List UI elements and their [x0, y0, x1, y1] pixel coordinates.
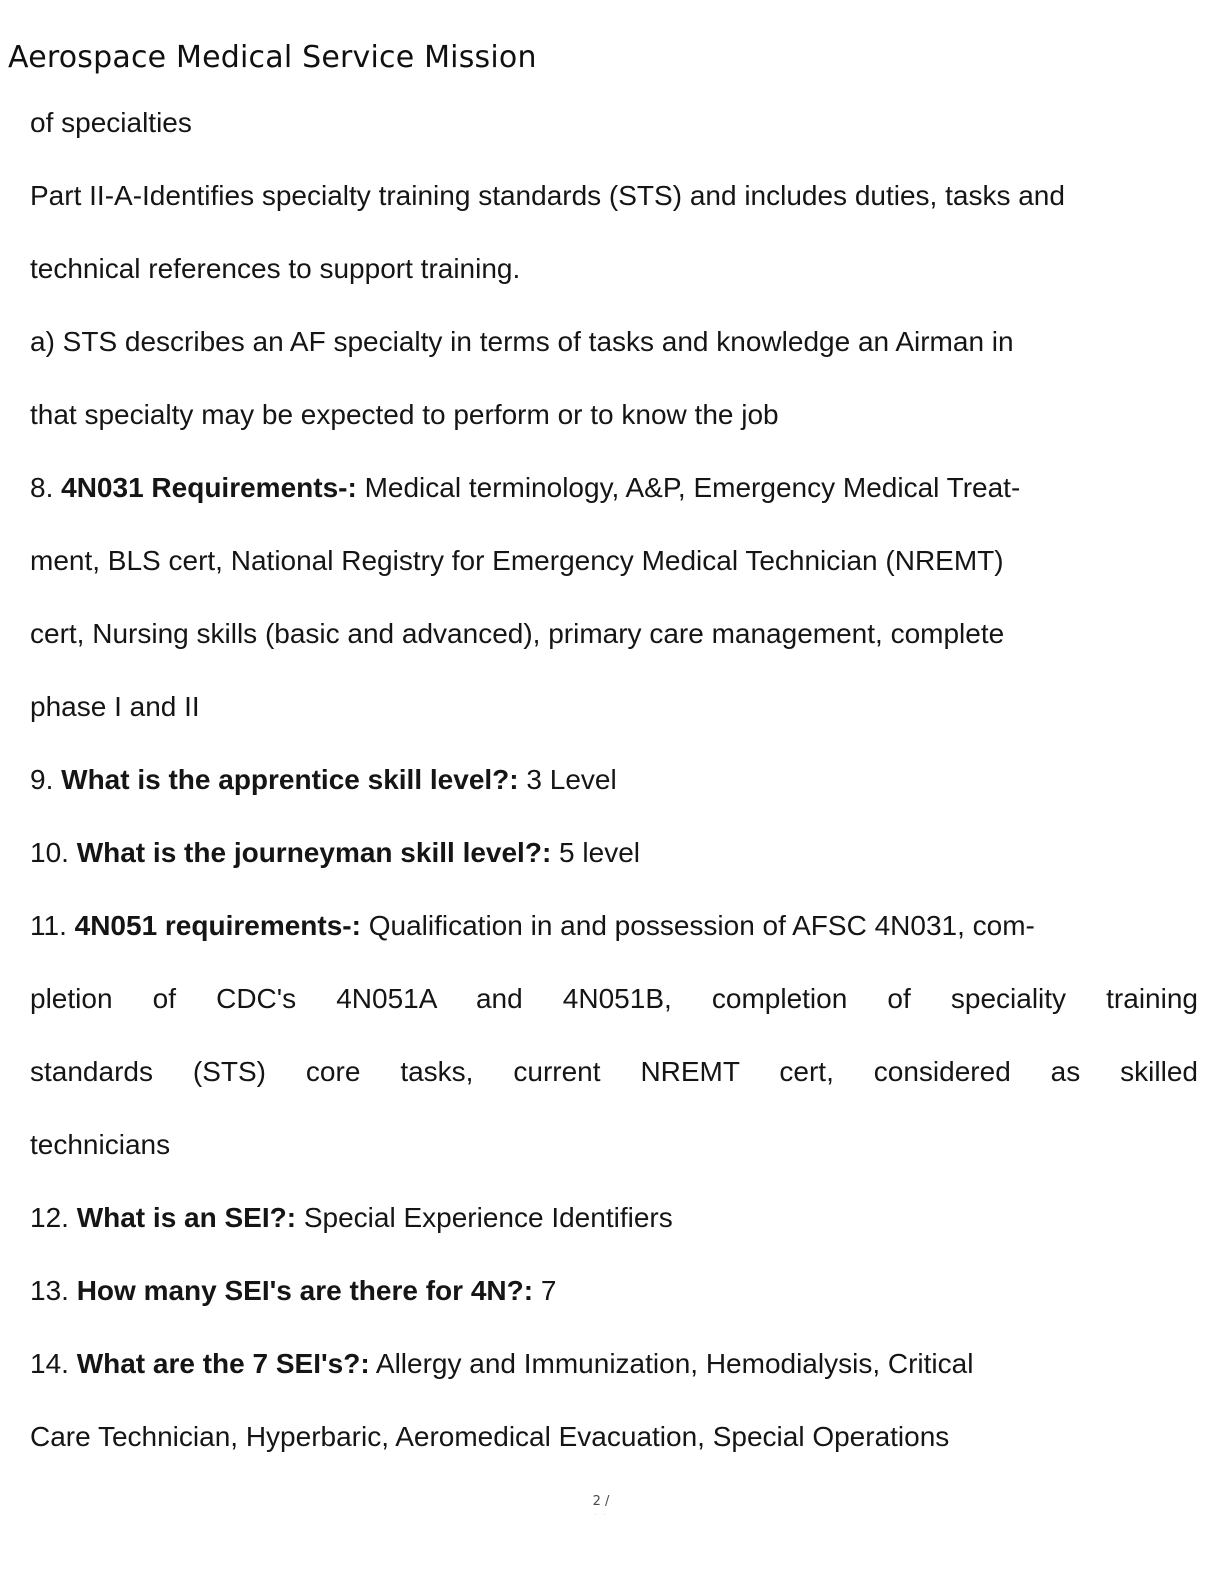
text-run: 11. [30, 910, 75, 941]
text-run: of specialties [30, 107, 192, 138]
text-run: a) STS describes an AF specialty in terms of tasks and knowledge an Airman in [30, 326, 1014, 357]
text-line [30, 451, 1198, 524]
text-run: Medical terminology, A&P, Emergency Medical Treat- [356, 472, 1021, 503]
text-run: phase I and II [30, 691, 200, 722]
text-line [30, 1108, 1198, 1181]
text-line [30, 524, 1198, 597]
text-line [30, 305, 1198, 378]
text-run: 3 Level [518, 764, 617, 795]
text-run: cert, Nursing skills (basic and advanced), primary care management, complete [30, 618, 1005, 649]
text-line [30, 816, 1198, 889]
question-term: What are the 7 SEI's?: [76, 1348, 370, 1379]
text-run: 7 [533, 1275, 557, 1306]
text-run: ment, BLS cert, National Registry for Emergency Medical Technician (NREMT) [30, 545, 1004, 576]
text-line [30, 378, 1198, 451]
question-term: 4N031 Requirements-: [61, 472, 357, 503]
text-line [30, 597, 1198, 670]
text-run: 5 level [551, 837, 640, 868]
text-line [30, 86, 1198, 159]
text-run: Qualification in and possession of AFSC 4N031, com- [360, 910, 1035, 941]
text-run: 13. [30, 1275, 77, 1306]
question-term: 4N051 requirements-: [74, 910, 361, 941]
text-run: Part II-A-Identifies specialty training standards (STS) and includes duties, tasks and [30, 180, 1065, 211]
question-term: How many SEI's are there for 4N?: [76, 1275, 534, 1306]
text-line [30, 743, 1198, 816]
page-footer [0, 1494, 1224, 1519]
text-line [30, 889, 1198, 962]
text-run: 10. [30, 837, 77, 868]
text-run: 14. [30, 1348, 77, 1379]
text-run: Care Technician, Hyperbaric, Aeromedical Evacuation, Special Operations [30, 1421, 950, 1452]
document-body [30, 86, 1198, 1473]
text-line [30, 670, 1198, 743]
text-line [30, 232, 1198, 305]
text-line [30, 1254, 1198, 1327]
text-line [30, 962, 1198, 1035]
text-run: 8. [30, 472, 62, 503]
text-run: pletion of CDC's 4N051A and 4N051B, completion of speciality training [30, 983, 1198, 1014]
text-line [30, 1327, 1198, 1400]
text-run: Special Experience Identifiers [296, 1202, 673, 1233]
question-term: What is the journeyman skill level?: [76, 837, 552, 868]
text-line [30, 1181, 1198, 1254]
text-run: Allergy and Immunization, Hemodialysis, Critical [369, 1348, 974, 1379]
text-run: 9. [30, 764, 62, 795]
question-term: What is an SEI?: [76, 1202, 297, 1233]
question-term: What is the apprentice skill level?: [61, 764, 519, 795]
text-run: technicians [30, 1129, 171, 1160]
page-number: 2 / [592, 1494, 610, 1509]
text-run: technical references to support training. [30, 253, 521, 284]
text-line [30, 1035, 1198, 1108]
text-run: standards (STS) core tasks, current NREMT cert, considered as skilled [30, 1056, 1198, 1087]
page-number-sub: · · [594, 1510, 608, 1519]
text-run: 12. [30, 1202, 77, 1233]
page-title: Aerospace Medical Service Mission [8, 40, 537, 75]
text-line [30, 159, 1198, 232]
text-line [30, 1400, 1198, 1473]
text-run: that specialty may be expected to perform or to know the job [30, 399, 779, 430]
